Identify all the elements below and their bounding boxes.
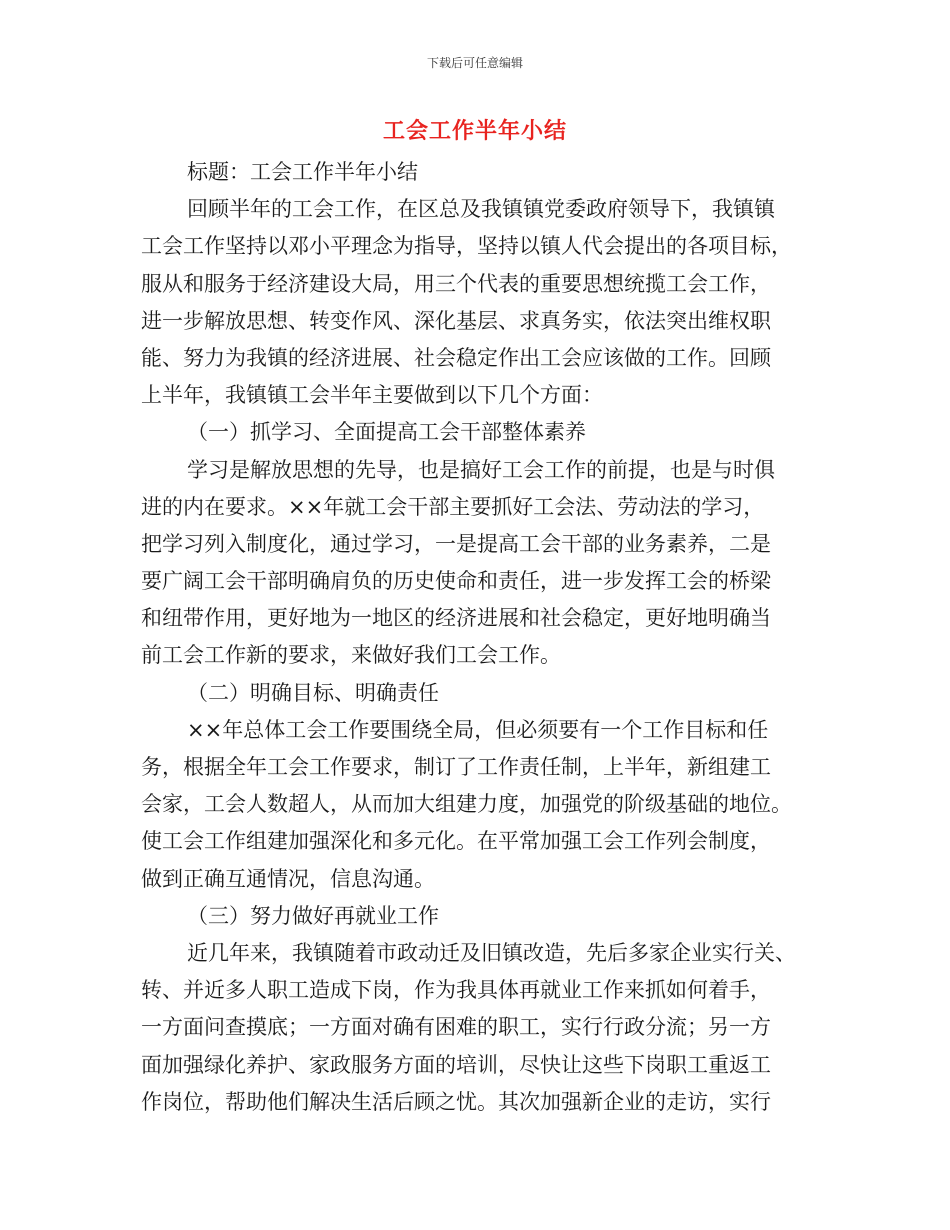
body-line: 做到正确互通情况，信息沟通。: [141, 866, 435, 891]
body-line: 和纽带作用，更好地为一地区的经济进展和社会稳定，更好地明确当: [141, 606, 771, 631]
body-line: 要广阔工会干部明确肩负的历史使命和责任，进一步发挥工会的桥梁: [141, 569, 771, 594]
body-line: 务，根据全年工会工作要求，制订了工作责任制，上半年，新组建工: [141, 755, 771, 779]
body-line: 转、并近多人职工造成下岗，作为我具体再就业工作来抓如何着手，: [141, 978, 771, 1003]
document-body: [141, 154, 813, 1121]
body-line: 使工会工作组建加强深化和多元化。在平常加强工会工作列会制度，: [141, 829, 771, 854]
body-line: 服从和服务于经济建设大局，用三个代表的重要思想统揽工会工作，: [141, 271, 771, 296]
body-line: 近几年来，我镇随着市政动迁及旧镇改造，先后多家企业实行关、: [187, 940, 796, 965]
body-line: 上半年，我镇镇工会半年主要做到以下几个方面：: [141, 383, 603, 408]
body-line: 回顾半年的工会工作，在区总及我镇镇党委政府领导下，我镇镇: [187, 197, 775, 222]
body-line: 把学习列入制度化，通过学习，一是提高工会干部的业务素养，二是: [141, 531, 771, 556]
body-line: （一）抓学习、全面提高工会干部整体素养: [187, 420, 586, 445]
body-line: 标题：工会工作半年小结: [187, 160, 418, 184]
body-line: 工会工作坚持以邓小平理念为指导，坚持以镇人代会提出的各项目标，: [141, 234, 792, 259]
document-title: 工会工作半年小结: [382, 119, 567, 144]
page-header-note: 下载后可任意编辑: [426, 56, 523, 70]
body-line: （三）努力做好再就业工作: [187, 903, 439, 928]
body-line: 面加强绿化养护、家政服务方面的培训，尽快让这些下岗职工重返工: [141, 1052, 771, 1077]
body-line: （二）明确目标、明确责任: [187, 680, 439, 705]
body-line: 作岗位，帮助他们解决生活后顾之忧。其次加强新企业的走访，实行: [141, 1089, 771, 1114]
body-line: 能、努力为我镇的经济进展、社会稳定作出工会应该做的工作。回顾: [141, 345, 771, 370]
body-line: 进的内在要求。××年就工会干部主要抓好工会法、劳动法的学习，: [141, 494, 765, 519]
body-line: 会家，工会人数超人，从而加大组建力度，加强党的阶级基础的地位。: [141, 792, 792, 817]
body-line: ××年总体工会工作要围绕全局，但必须要有一个工作目标和任: [187, 717, 769, 742]
body-line: 一方面问查摸底；一方面对确有困难的职工，实行行政分流；另一方: [141, 1015, 771, 1040]
body-line: 进一步解放思想、转变作风、深化基层、求真务实，依法突出维权职: [141, 308, 771, 333]
body-line: 前工会工作新的要求，来做好我们工会工作。: [141, 643, 561, 668]
body-line: 学习是解放思想的先导，也是搞好工会工作的前提，也是与时俱: [187, 457, 775, 482]
